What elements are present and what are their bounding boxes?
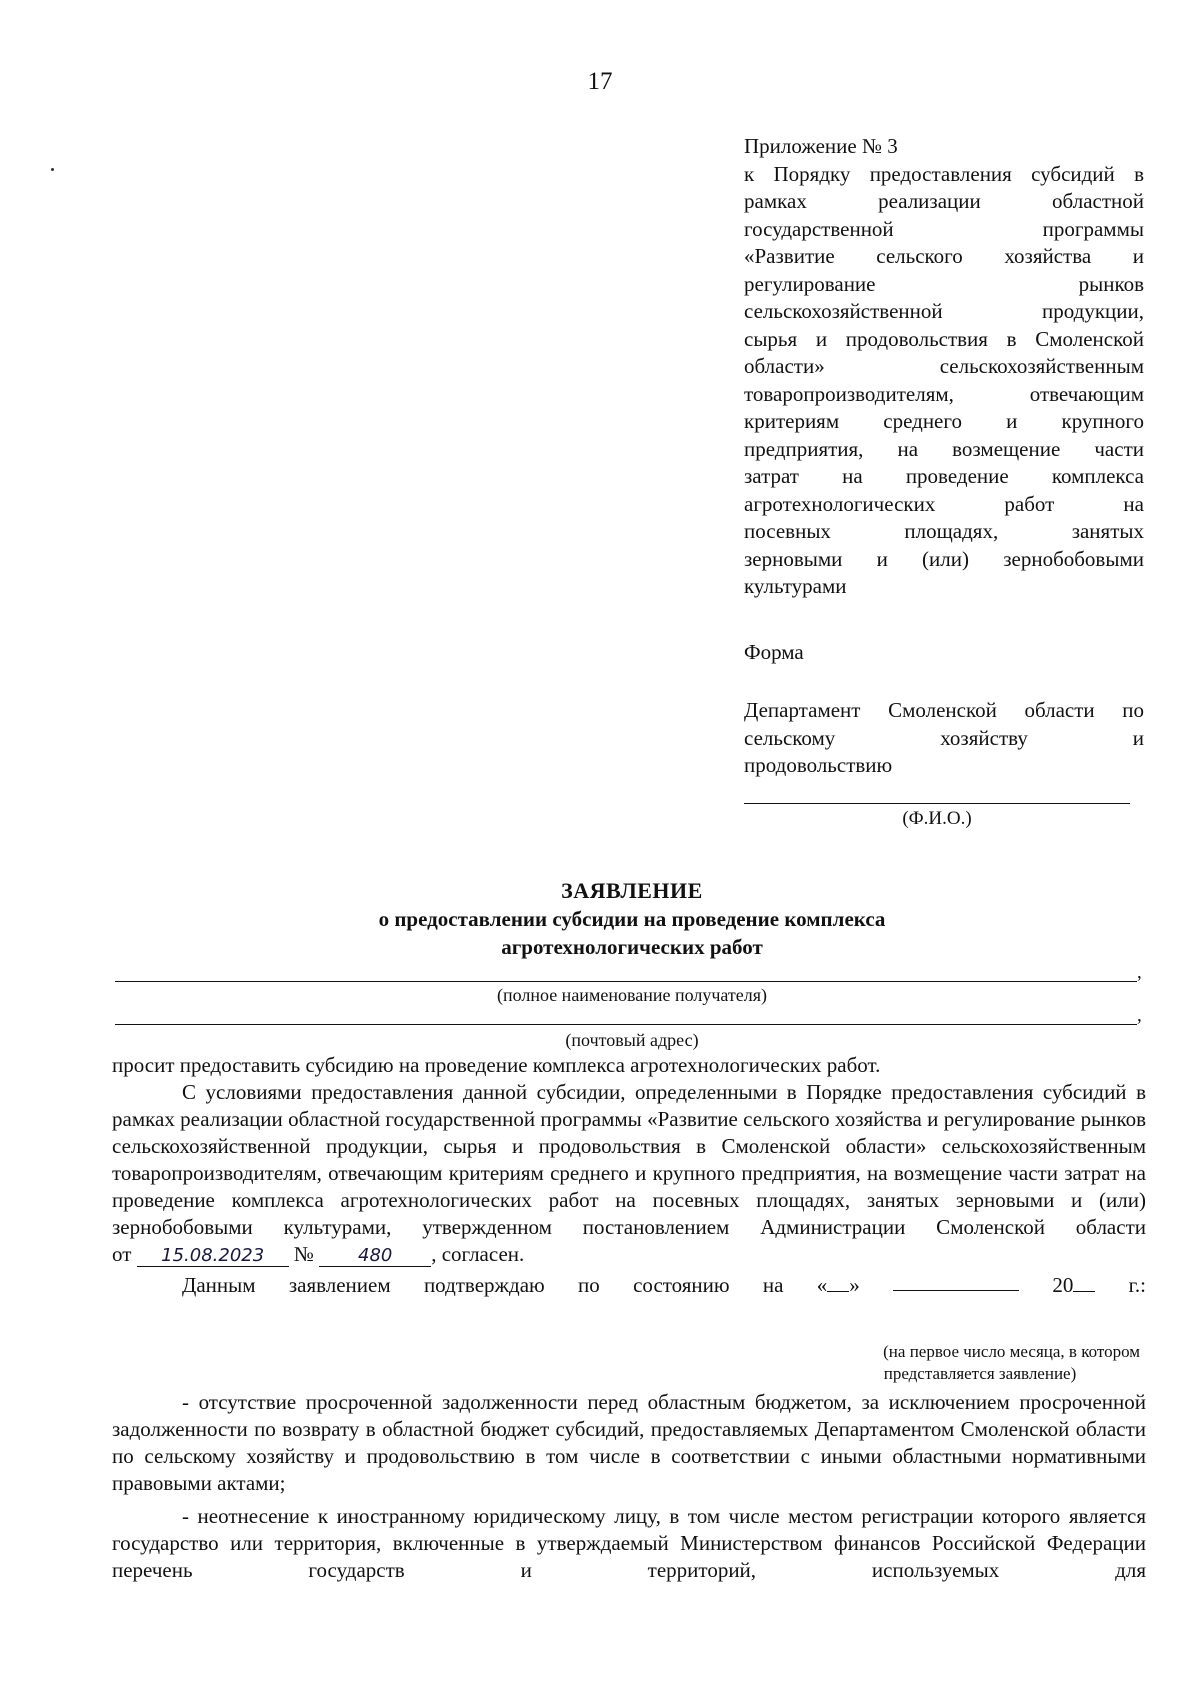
confirm-word: на <box>762 1273 784 1297</box>
recipient-fill-line[interactable] <box>115 981 1137 982</box>
year-blank[interactable] <box>1073 1273 1095 1292</box>
confirmation-items <box>112 1389 1146 1584</box>
appendix-line: регулирование рынков <box>744 271 1144 296</box>
appendix-line: посевных площадях, занятых <box>744 519 1144 543</box>
confirm-word: состоянию <box>633 1273 730 1297</box>
appendix-line: государственной программы <box>744 216 1144 241</box>
appendix-line: зерновыми и (или) зернобобовыми <box>744 546 1144 571</box>
fio-caption: (Ф.И.О.) <box>902 808 972 829</box>
body-text <box>112 1052 1146 1299</box>
date-caption <box>700 1341 1140 1385</box>
appendix-line: «Развитие сельского хозяйства и <box>744 244 1144 268</box>
appendix-title: Приложение № 3 <box>744 134 898 158</box>
comma: , <box>1137 1005 1142 1026</box>
appendix-line: товаропроизводителям, отвечающим <box>744 381 1144 406</box>
page-number: 17 <box>587 68 613 95</box>
addressee-line: продовольствию <box>744 753 893 777</box>
appendix-line: сельскохозяйственной продукции, <box>744 299 1144 323</box>
appendix-line: сырья и продовольствия в Смоленской <box>744 326 1144 351</box>
addressee-block <box>744 697 1144 780</box>
resolution-suffix: , согласен. <box>431 1242 525 1266</box>
confirm-word: по <box>578 1273 600 1297</box>
title-main: ЗАЯВЛЕНИЕ <box>561 878 703 903</box>
list-item: - отсутствие просроченной задолженности перед областным бюджетом, за исключением просроченной задолженности по возврату в областной бюджет субсидий, предоставляемых Департаментом Смоленской области по сельскому хозяйству и продовольствию в том числе в соответствии с иными областными нормативными правовыми актами; <box>112 1390 1146 1495</box>
day-blank[interactable] <box>827 1273 849 1292</box>
year-suffix: г.: <box>1128 1273 1146 1297</box>
recipient-caption: (полное наименование получателя) <box>496 985 768 1005</box>
appendix-line: критериям среднего и крупного <box>744 409 1144 433</box>
addressee-line: сельскому хозяйству и <box>744 725 1144 750</box>
date-caption-line: представляется заявление) <box>883 1364 1077 1383</box>
appendix-line: затрат на проведение комплекса <box>744 464 1144 488</box>
conditions-text-span: С условиями предоставления данной субсидии, определенными в Порядке предоставления субсидий в рамках реализации областной государственной программы «Развитие сельского хозяйства и регулирование рынков сельскохозяйственной продукции, сырья и продовольствия в Смоленской области» сельскохозяйственным товаропроизводителям, отвечающим критериям среднего и крупного предприятия, на возмещение части затрат на проведение комплекса агротехнологических работ на посевных площадях, занятых зерновыми и (или) зернобобовыми культурами, утвержденном постановлением Администрации Смоленской области <box>112 1080 1146 1239</box>
form-label: Форма <box>744 640 804 664</box>
appendix-line: к Порядку предоставления субсидий в <box>744 161 1144 186</box>
appendix-line: агротехнологических работ на <box>744 491 1144 516</box>
appendix-line: предприятия, на возмещение части <box>744 436 1144 461</box>
date-caption-line: (на первое число месяца, в котором <box>883 1342 1140 1361</box>
month-blank[interactable] <box>893 1272 1019 1291</box>
resolution-date: 15.08.2023 <box>137 1246 289 1267</box>
appendix-line: области» сельскохозяйственным <box>744 354 1144 378</box>
confirm-word: подтверждаю <box>423 1273 545 1297</box>
document-title <box>0 877 1200 961</box>
resolution-prefix: от <box>112 1242 132 1266</box>
title-sub: агротехнологических работ <box>501 935 763 959</box>
day-field: « » <box>816 1273 860 1297</box>
title-sub: о предоставлении субсидии на проведение комплекса <box>378 907 886 931</box>
year-field: 20 <box>1052 1272 1095 1299</box>
request-text: просит предоставить субсидию на проведение комплекса агротехнологических работ. <box>112 1053 881 1077</box>
confirm-word: заявлением <box>288 1273 391 1297</box>
scan-speck <box>51 168 54 171</box>
appendix-line: культурами <box>744 574 847 598</box>
resolution-line <box>112 1241 1146 1268</box>
fio-fill-line[interactable] <box>744 803 1130 804</box>
appendix-block <box>744 133 1144 601</box>
conditions-text <box>112 1079 1146 1241</box>
confirm-line <box>112 1272 1146 1299</box>
comma: , <box>1137 962 1142 983</box>
addressee-line: Департамент Смоленской области по <box>744 698 1144 722</box>
address-fill-line[interactable] <box>115 1024 1137 1025</box>
confirm-word: Данным <box>182 1273 256 1297</box>
list-item: - неотнесение к иностранному юридическому лицу, в том числе местом регистрации которого является государство или территория, включенные в утверждаемый Министерством финансов Российской Федерации перечень государств и территорий, используемых для <box>112 1504 1146 1582</box>
appendix-line: рамках реализации областной <box>744 189 1144 213</box>
resolution-num-label: № <box>293 1242 314 1266</box>
resolution-number: 480 <box>319 1246 431 1267</box>
address-caption: (почтовый адрес) <box>565 1030 699 1050</box>
